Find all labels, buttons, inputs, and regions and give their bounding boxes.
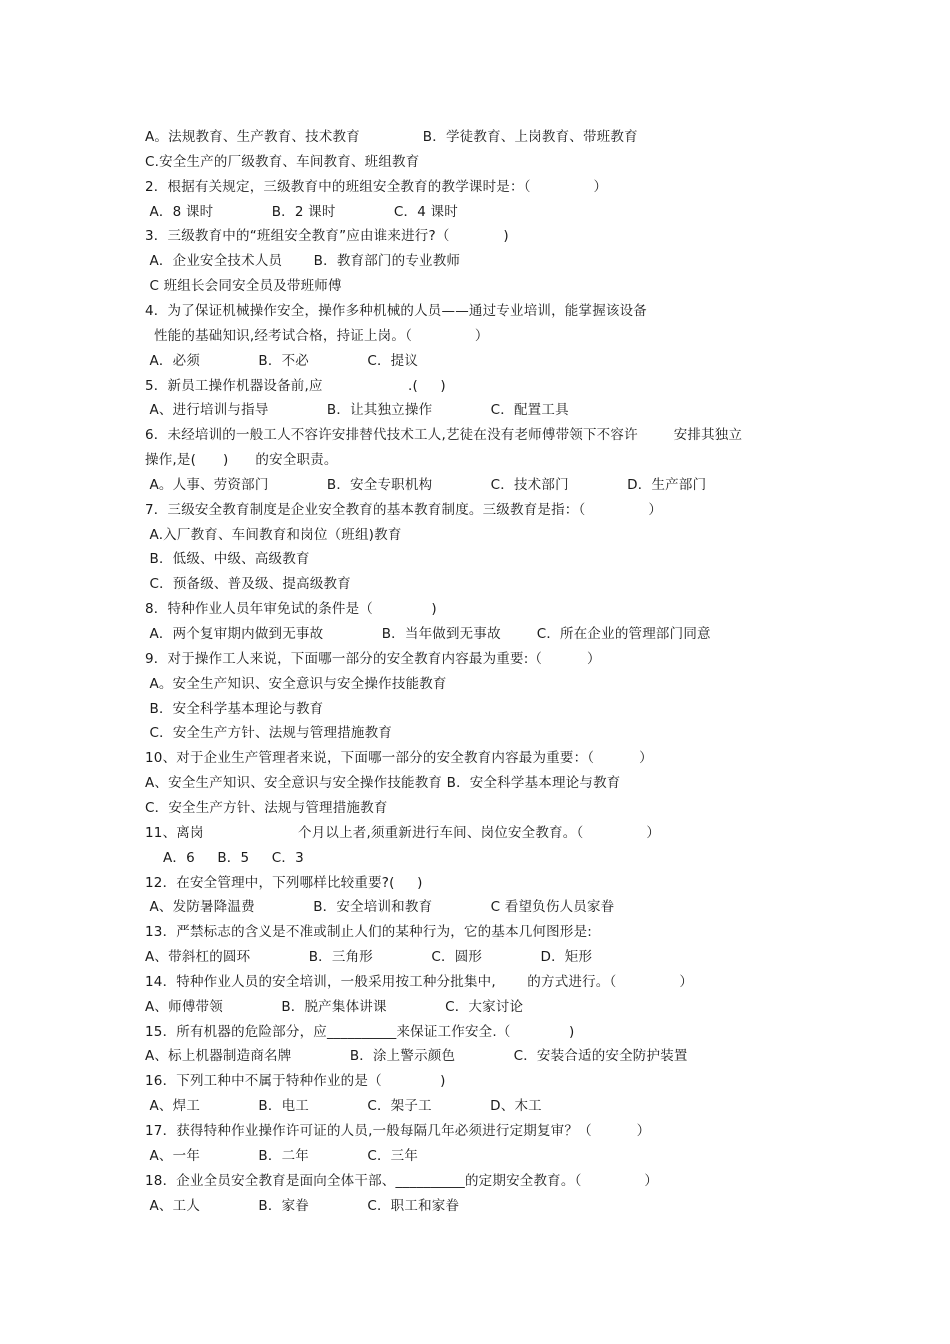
text-line: A。安全生产知识、安全意识与安全操作技能教育 <box>145 675 447 692</box>
text-line: A．8 课时 B．2 课时 C．4 课时 <box>145 203 458 220</box>
text-line: 18．企业全员安全教育是面向全体干部、__________的定期安全教育。（ ） <box>145 1172 659 1189</box>
text-line: 10、对于企业生产管理者来说，下面哪一部分的安全教育内容最为重要：（ ） <box>145 750 653 767</box>
text-line: 11、离岗 个月以上者,须重新进行车间、岗位安全教育。（ ） <box>145 824 661 841</box>
text-line: 8．特种作业人员年审免试的条件是（ ) <box>145 601 437 618</box>
text-line: 6．未经培训的一般工人不容许安排替代技术工人,艺徒在没有老师傅带领下不容许 安排其独立 <box>145 427 743 444</box>
text-line: A、一年 B．二年 C．三年 <box>145 1147 419 1164</box>
text-line: A、进行培训与指导 B．让其独立操作 C．配置工具 <box>145 402 569 419</box>
text-line: A。人事、劳资部门 B．安全专职机构 C．技术部门 D．生产部门 <box>145 476 707 493</box>
text-line: A、焊工 B．电工 C．架子工 D、木工 <box>145 1098 542 1115</box>
text-line: 14．特种作业人员的安全培训，一般采用按工种分批集中, 的方式进行。（ ） <box>145 973 694 990</box>
text-line: A．企业安全技术人员 B．教育部门的专业教师 <box>145 253 461 270</box>
text-line: A、发防暑降温费 B．安全培训和教育 C 看望负伤人员家眷 <box>145 899 615 916</box>
text-line: 3．三级教育中的“班组安全教育”应由谁来进行?（ ) <box>145 228 509 245</box>
text-line: A．两个复审期内做到无事故 B．当年做到无事故 C．所在企业的管理部门同意 <box>145 626 711 642</box>
text-line: C.安全生产的厂级教育、车间教育、班组教育 <box>145 153 420 170</box>
text-line: 5．新员工操作机器设备前,应 .( ) <box>145 377 446 394</box>
text-line: A、带斜杠的圆环 B．三角形 C．圆形 D．矩形 <box>145 949 593 966</box>
text-line: A、安全生产知识、安全意识与安全操作技能教育 B．安全科学基本理论与教育 <box>145 775 621 792</box>
text-line: 7．三级安全教育制度是企业安全教育的基本教育制度。三级教育是指：（ ） <box>145 501 663 518</box>
text-line: 4．为了保证机械操作安全，操作多种机械的人员——通过专业培训，能掌握该设备 <box>145 302 647 319</box>
text-line: A。法规教育、生产教育、技术教育 B．学徒教育、上岗教育、带班教育 <box>145 129 638 145</box>
text-line: A．必须 B．不必 C．提议 <box>145 352 419 369</box>
text-line: B．安全科学基本理论与教育 <box>145 700 324 717</box>
text-line: 2．根据有关规定，三级教育中的班组安全教育的教学课时是：（ ） <box>145 178 608 195</box>
text-line: C 班组长会同安全员及带班师傅 <box>145 278 342 295</box>
text-line: A、工人 B．家眷 C．职工和家眷 <box>145 1197 460 1214</box>
text-line: 12．在安全管理中，下列哪样比较重要?( ) <box>145 874 423 891</box>
text-line: C．安全生产方针、法规与管理措施教育 <box>145 799 388 816</box>
text-line: 性能的基础知识,经考试合格，持证上岗。（ ） <box>145 327 489 344</box>
text-line: 16．下列工种中不属于特种作业的是（ ) <box>145 1073 446 1090</box>
text-line: 9．对于操作工人来说，下面哪一部分的安全教育内容最为重要:（ ） <box>145 650 601 667</box>
text-line: 操作,是( ) 的安全职责。 <box>145 452 338 469</box>
text-line: C．安全生产方针、法规与管理措施教育 <box>145 725 393 742</box>
text-line: A、师傅带领 B．脱产集体讲课 C．大家讨论 <box>145 998 524 1015</box>
text-line: 15．所有机器的危险部分，应__________来保证工作安全.（ ) <box>145 1023 575 1040</box>
text-line: A、标上机器制造商名牌 B．涂上警示颜色 C．安装合适的安全防护装置 <box>145 1048 688 1065</box>
text-line: A.入厂教育、车间教育和岗位（班组)教育 <box>145 526 402 543</box>
text-line: A．6 B．5 C．3 <box>145 849 304 866</box>
text-line: C．预备级、普及级、提高级教育 <box>145 576 351 593</box>
text-line: B．低级、中级、高级教育 <box>145 551 310 568</box>
text-line: 13．严禁标志的含义是不准或制止人们的某种行为，它的基本几何图形是: <box>145 924 593 941</box>
text-line: 17．获得特种作业操作许可证的人员,一般每隔几年必须进行定期复审？（ ） <box>145 1123 651 1139</box>
